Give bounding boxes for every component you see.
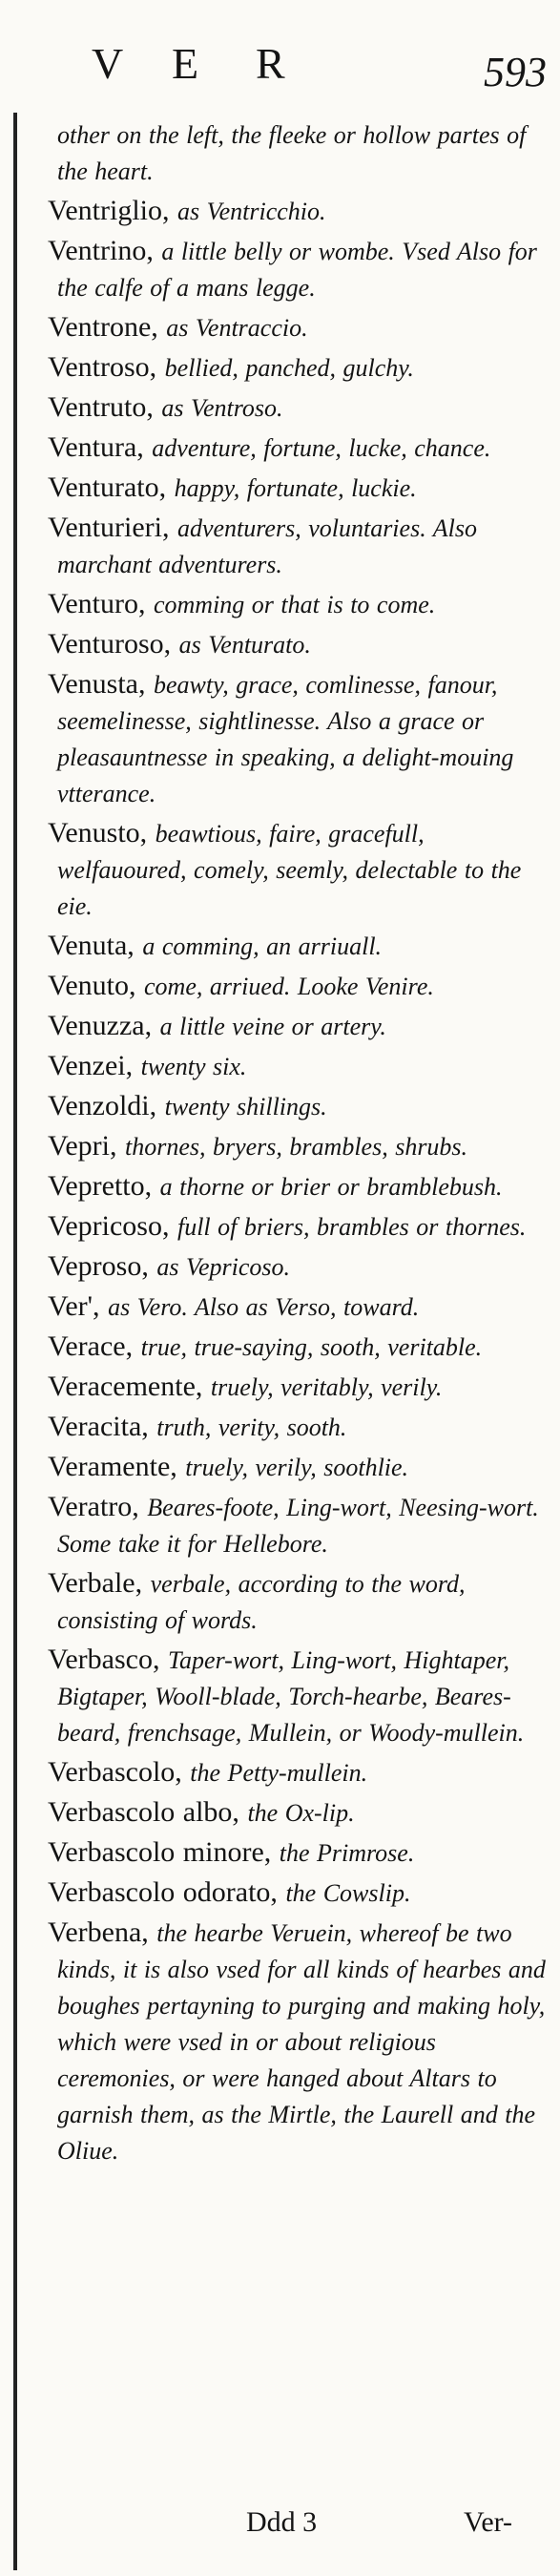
dictionary-entry — [29, 1128, 551, 1164]
definition: the Ox-lip. — [247, 1799, 355, 1827]
definition: as Vepricoso. — [156, 1253, 290, 1281]
headword: Vepretto, — [48, 1170, 160, 1202]
signature-mark: Ddd 3 — [246, 2506, 318, 2538]
definition: beawty, grace, comlinesse, fanour, seemelinesse, sightlinesse. Also a grace or pleasauntnesse in speaking, a delight-mouing vtterance. — [57, 671, 514, 807]
headword: Veracemente, — [48, 1371, 211, 1402]
headword: Verbale, — [48, 1567, 151, 1599]
headword: Veramente, — [48, 1451, 186, 1482]
dictionary-entry — [29, 1088, 551, 1124]
headword: Ventrino, — [48, 235, 162, 266]
headword: Venzei, — [48, 1050, 141, 1081]
dictionary-entry — [29, 1794, 551, 1831]
column-rule — [13, 113, 17, 2570]
dictionary-entry — [29, 309, 551, 346]
definition: adventure, fortune, lucke, chance. — [152, 434, 491, 462]
definition: come, arriued. Looke Venire. — [144, 973, 434, 1000]
headword: Venuzza, — [48, 1010, 160, 1041]
headword: Veratro, — [48, 1491, 148, 1522]
dictionary-entry — [29, 389, 551, 426]
headword: Venusta, — [48, 668, 154, 700]
definition: a little veine or artery. — [159, 1013, 386, 1040]
headword: Vepricoso, — [48, 1210, 177, 1242]
dictionary-entry — [29, 470, 551, 506]
definition: as Ventroso. — [161, 394, 283, 422]
definition: as Vero. Also as Verso, toward. — [108, 1293, 420, 1321]
definition: Beares-foote, Ling-wort, Neesing-wort. Some take it for Hellebore. — [57, 1494, 539, 1558]
headword: Ver', — [48, 1290, 109, 1322]
dictionary-entry — [29, 586, 551, 622]
definition: as Venturato. — [178, 631, 311, 659]
headword: Venturato, — [48, 471, 175, 503]
headword: Venusto, — [48, 817, 156, 848]
definition: verbale, according to the word, consisting of words. — [57, 1570, 466, 1634]
headword: Verbasco, — [48, 1644, 168, 1675]
headword: Venturo, — [48, 588, 154, 619]
dictionary-entry — [29, 1248, 551, 1285]
definition: Taper-wort, Ling-wort, Hightaper, Bigtaper, Wooll-blade, Torch-hearbe, Beares-beard, frenchsage, Mullein, or Woody-mullein. — [57, 1646, 525, 1747]
definition: true, true-saying, sooth, veritable. — [140, 1333, 483, 1361]
page-footer — [0, 2506, 560, 2564]
definition: thornes, bryers, brambles, shrubs. — [124, 1133, 468, 1161]
definition: the Petty-mullein. — [190, 1759, 368, 1787]
dictionary-entry — [29, 1754, 551, 1791]
dictionary-entry — [29, 1489, 551, 1561]
dictionary-entry — [29, 815, 551, 924]
headword: Venzoldi, — [48, 1090, 165, 1121]
dictionary-entry — [29, 1048, 551, 1084]
headword: Veproso, — [48, 1250, 157, 1282]
header-letter: R — [256, 39, 285, 88]
headword: Verbascolo minore, — [48, 1836, 280, 1868]
definition: as Ventricchio. — [177, 198, 326, 225]
dictionary-entry — [29, 233, 551, 305]
dictionary-entry — [29, 666, 551, 811]
definition: twenty six. — [140, 1053, 247, 1080]
dictionary-entry — [29, 1565, 551, 1638]
dictionary-entry — [29, 1208, 551, 1245]
definition: a thorne or brier or bramblebush. — [159, 1173, 503, 1201]
headword: Verace, — [48, 1330, 141, 1362]
definition: a little belly or wombe. Vsed Also for the calfe of a mans legge. — [57, 238, 537, 302]
dictionary-entry — [29, 1168, 551, 1204]
dictionary-entry — [29, 1449, 551, 1485]
headword: Venuto, — [48, 970, 144, 1001]
dictionary-entry — [29, 626, 551, 662]
dictionary-entry — [29, 510, 551, 582]
definition: truely, verily, soothlie. — [185, 1454, 409, 1481]
definition: truely, veritably, verily. — [210, 1373, 443, 1401]
page-number: 593 — [484, 49, 547, 95]
definition: adventurers, voluntaries. Also marchant adventurers. — [57, 514, 477, 578]
dictionary-column — [29, 116, 551, 2172]
headword: Veracita, — [48, 1411, 157, 1442]
definition: bellied, panched, gulchy. — [164, 354, 414, 382]
definition: comming or that is to come. — [153, 591, 436, 618]
dictionary-entry — [29, 1288, 551, 1325]
definition: a comming, an arriuall. — [142, 932, 383, 960]
dictionary-entry — [29, 1874, 551, 1911]
headword: Verbascolo albo, — [48, 1796, 248, 1828]
dictionary-entry — [29, 1834, 551, 1871]
headword: Ventroso, — [48, 351, 165, 383]
definition: truth, verity, sooth. — [156, 1414, 347, 1441]
dictionary-entry — [29, 1369, 551, 1405]
dictionary-entry — [29, 1409, 551, 1445]
running-header — [0, 11, 560, 95]
definition: full of briers, brambles or thornes. — [176, 1213, 527, 1241]
headword: Verbena, — [48, 1916, 157, 1948]
catchword: Ver- — [464, 2506, 513, 2538]
definition: the hearbe Veruein, whereof be two kinds, it is also vsed for all kinds of hearbes and boughes pertayning to purging and making holy, which were vsed in or about religious ceremonies, or were hanged about Altars to garnish them, as the Mirtle, the Laurell and the Oliue. — [57, 1919, 546, 2165]
headword: Vepri, — [48, 1130, 125, 1162]
definition: happy, fortunate, luckie. — [174, 474, 417, 502]
header-letter: E — [172, 39, 199, 88]
dictionary-entry — [29, 968, 551, 1004]
definition: beawtious, faire, gracefull, welfauoured, comely, seemly, delectable to the eie. — [57, 820, 522, 920]
headword: Ventriglio, — [48, 195, 177, 226]
definition: twenty shillings. — [164, 1093, 327, 1120]
headword: Ventruto, — [48, 391, 162, 423]
dictionary-entry — [29, 1915, 551, 2168]
dictionary-entry — [29, 1008, 551, 1044]
headword: Venuta, — [48, 930, 143, 961]
headword: Verbascolo odorato, — [48, 1876, 286, 1908]
dictionary-entry — [29, 1642, 551, 1750]
headword: Verbascolo, — [48, 1756, 191, 1788]
headword: Venturieri, — [48, 512, 177, 543]
definition: the Primrose. — [279, 1839, 415, 1867]
dictionary-entry — [29, 193, 551, 229]
dictionary-entry — [29, 1329, 551, 1365]
headword: Ventrone, — [48, 311, 167, 343]
headword: Venturoso, — [48, 628, 179, 660]
dictionary-entry — [29, 349, 551, 386]
dictionary-entry — [29, 928, 551, 964]
header-letter: V — [92, 39, 124, 88]
definition: as Ventraccio. — [166, 314, 308, 342]
headword: Ventura, — [48, 431, 153, 463]
definition: the Cowslip. — [285, 1879, 411, 1907]
dictionary-entry — [29, 116, 551, 189]
definition: other on the left, the fleeke or hollow partes of the heart. — [57, 121, 527, 185]
dictionary-entry — [29, 429, 551, 466]
